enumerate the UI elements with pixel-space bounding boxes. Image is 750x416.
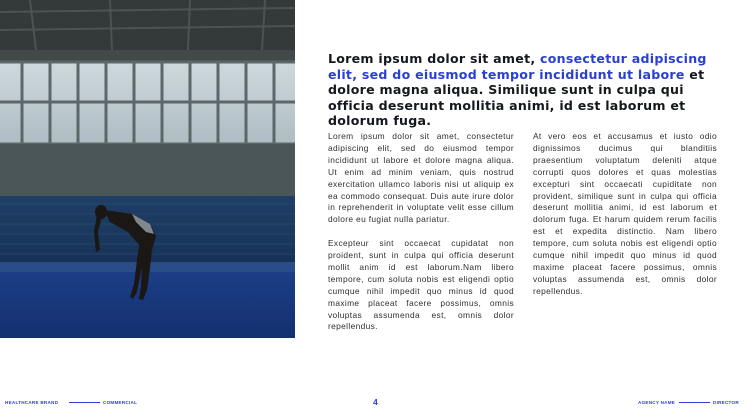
footer-brand: HEALTHCARE BRAND bbox=[5, 400, 59, 405]
page-number: 4 bbox=[373, 397, 379, 407]
headline-part-2: et dolore magna aliqua. Similique sunt in culpa qui officia deserunt mollitia animi, id est laborum et dolorum fuga. bbox=[328, 66, 705, 129]
body-paragraph: At vero eos et accusamus et iusto odio dignissimos ducimus qui blanditiis praesentium voluptatum deleniti atque corrupti quos dolores et quas molestias excepturi sint occaecati cupiditate non provident, similique sunt in culpa qui officia deserunt mollitia animi, id est laborum et dolorum fuga. Et harum quidem rerum facilis est et expedita distinctio. Nam libero tempore, cum soluta nobis est eligendi optio cumque nihil impedit quo minus id quod maxime placeat facere possimus, omnis voluptas assumenda est, omnis dolor repellendus. bbox=[533, 131, 717, 296]
headline bbox=[328, 51, 720, 129]
headline-part-1: Lorem ipsum dolor sit amet, bbox=[328, 51, 541, 66]
footer-campaign: COMMERCIAL bbox=[103, 400, 138, 405]
gymnast-photo bbox=[0, 0, 295, 338]
footer-divider-left bbox=[69, 402, 100, 403]
gym-hall-image bbox=[0, 0, 295, 338]
body-column-1 bbox=[328, 131, 514, 345]
body-paragraph: Lorem ipsum dolor sit amet, consectetur adipiscing elit, sed do eiusmod tempor incididunt ut labore et dolore magna aliqua. Ut enim ad minim veniam, quis nostrud exercitation ullamco laboris nisi ut aliquip ex ea commodo consequat. Duis aute irure dolor in reprehenderit in voluptate velit esse cillum dolore eu fugiat nulla pariatur. bbox=[328, 131, 514, 225]
page-footer bbox=[0, 399, 750, 409]
body-paragraph: Excepteur sint occaecat cupidatat non proident, sunt in culpa qui officia deserunt mollit anim id est laborum.Nam libero tempore, cum soluta nobis est eligendi optio cumque nihil impedit quo minus id quod maxime placeat facere possimus, omnis voluptas assumenda est, omnis dolor repellendus. bbox=[328, 238, 514, 332]
footer-role: DIRECTOR bbox=[713, 400, 739, 405]
footer-divider-right bbox=[679, 402, 710, 403]
body-column-2 bbox=[533, 131, 717, 310]
headline-highlight: consectetur adipiscing elit, sed do eiusmod tempor incididunt ut labore bbox=[328, 51, 707, 82]
footer-agency: AGENCY NAME bbox=[638, 400, 676, 405]
